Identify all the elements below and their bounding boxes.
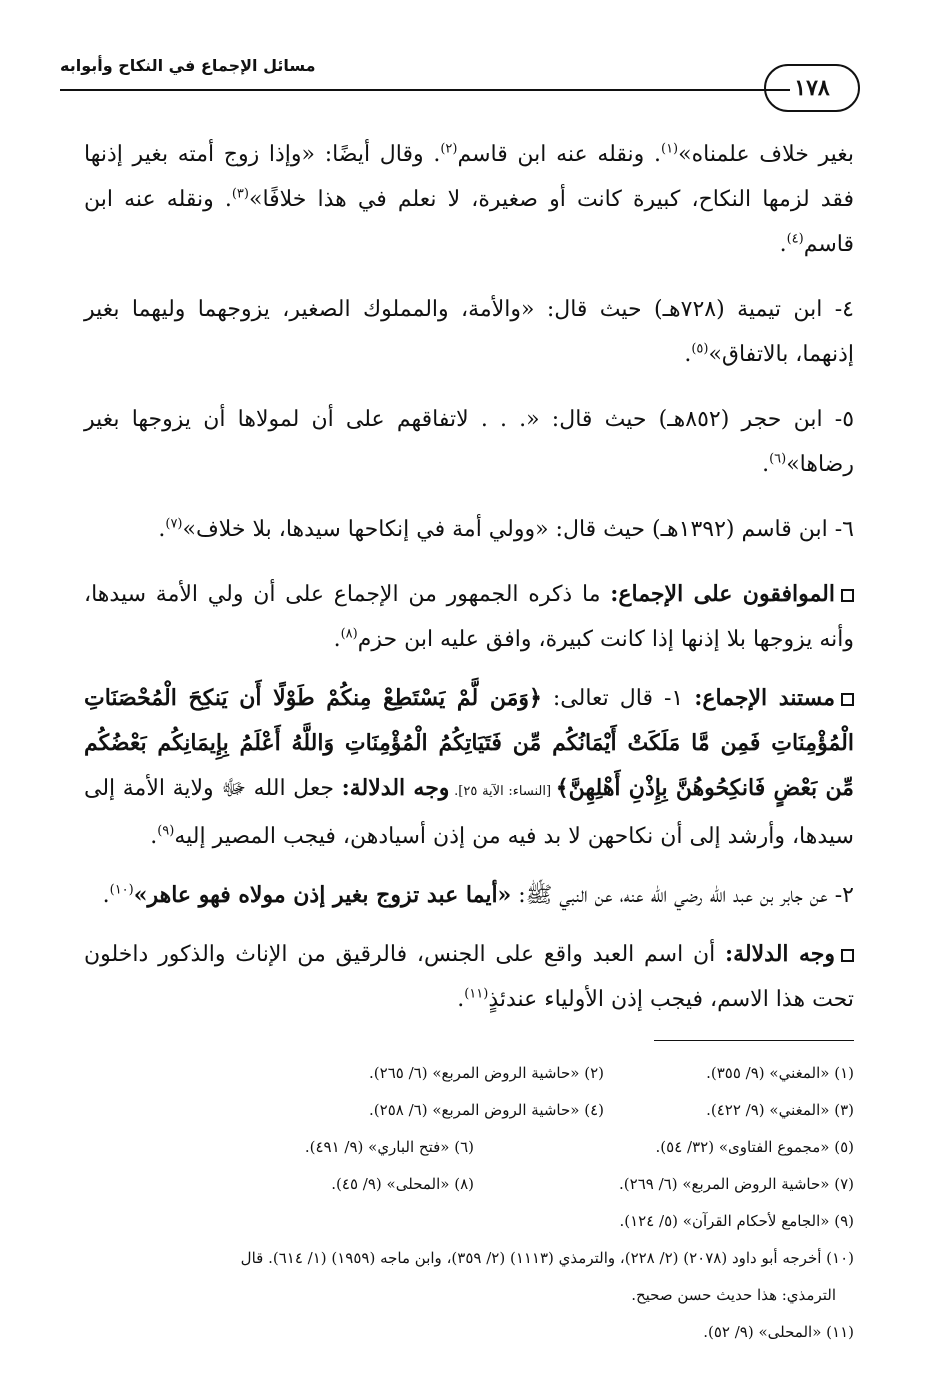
footnote-ref[interactable]: (٥) — [691, 341, 709, 357]
section-label: وجه الدلالة: — [341, 775, 450, 801]
footnote-row — [74, 1166, 854, 1203]
footnote-7: (٧) «حاشية الروض المربع» (٦/ ٢٦٩). — [619, 1175, 854, 1193]
footnote-row — [74, 1055, 854, 1092]
section-label: مستند الإجماع: — [694, 685, 836, 711]
verse-reference: [النساء: الآية ٢٥]. — [449, 784, 556, 799]
footnote-10: (١٠) أخرجه أبو داود (٢٠٧٨) (٢/ ٢٢٨)، والترمذي (١١١٣) (٢/ ٣٥٩)، وابن ماجه (١٩٥٩) (١/ ٦١٤). قال — [240, 1249, 854, 1267]
footnote-ref[interactable]: (١١) — [464, 986, 489, 1002]
footnote-3: (٣) «المغني» (٩/ ٤٢٢). — [706, 1101, 854, 1119]
footnote-ref[interactable]: (٢) — [440, 141, 458, 157]
footnote-2: (٢) «حاشية الروض المربع» (٦/ ٢٦٥). — [369, 1064, 604, 1082]
square-bullet-icon — [841, 589, 854, 602]
footnote-ref[interactable]: (٤) — [786, 231, 804, 247]
footnote-ref[interactable]: (١) — [660, 141, 679, 157]
footnote-1: (١) «المغني» (٩/ ٣٥٥). — [706, 1064, 854, 1082]
footnote-ref[interactable]: (٦) — [769, 451, 787, 467]
paragraph-evidence: مستند الإجماع: ١- قال تعالى: ﴿وَمَن لَّمْ يَسْتَطِعْ مِنكُمْ طَوْلًا أَن يَنكِحَ الْمُحْصَنَاتِ الْمُؤْمِنَاتِ فَمِن مَّا مَلَكَتْ أَيْمَانُكُم مِّن فَتَيَاتِكُمُ الْمُؤْمِنَاتِ وَاللَّهُ أَعْلَمُ بِإِيمَانِكُم بَعْضُكُم مِّن بَعْضٍ فَانكِحُوهُنَّ بِإِذْنِ أَهْلِهِنَّ﴾ [النساء: الآية ٢٥]. وجه الدلالة: جعل الله ﷻ ولاية الأمة إلى سيدها، وأرشد إلى أن نكاحهن لا بد فيه من إذن أسيادهن، فيجب المصير إليه$^{(٩)}$. — [84, 685, 854, 849]
footnote-ref[interactable]: (٣) — [231, 186, 249, 202]
footnote-6: (٦) «فتح الباري» (٩/ ٤٩١). — [304, 1138, 474, 1156]
body-text — [84, 132, 854, 1042]
section-label: الموافقون على الإجماع: — [610, 581, 835, 607]
square-bullet-icon — [841, 693, 854, 706]
footnote-11: (١١) «المحلى» (٩/ ٥٢). — [703, 1323, 854, 1341]
hadith-text: «أيما عبد تزوج بغير إذن مولاه فهو عاهر» — [133, 882, 512, 908]
footnote-ref[interactable]: (٧) — [165, 516, 183, 532]
footnote-4: (٤) «حاشية الروض المربع» (٦/ ٢٥٨). — [369, 1101, 604, 1119]
paragraph-hadith: ٢- عن جابر بن عبد الله رضي الله عنه، عن النبي ﷺ: «أيما عبد تزوج بغير إذن مولاه فهو عاهر»$^{(١٠)}$. — [102, 882, 854, 908]
footnotes — [74, 1055, 854, 1351]
paragraph-indication: وجه الدلالة: أن اسم العبد واقع على الجنس، فالرقيق من الإناث والذكور داخلون تحت هذا الاسم، فيجب إذن الأولياء عندئذٍ$^{(١١)}$. — [84, 941, 854, 1012]
footnote-ref[interactable]: (١٠) — [109, 882, 134, 898]
footnote-ref[interactable]: (٩) — [157, 823, 175, 839]
footnote-5: (٥) «مجموع الفتاوى» (٣٢/ ٥٤). — [655, 1138, 854, 1156]
paragraph-ibn-taymiyyah: ٤- ابن تيمية (٧٢٨هـ) حيث قال: «والأمة، والمملوك الصغير، يزوجهما وليهما بغير إذنهما، بالاتفاق»$^{(٥)}$. — [84, 297, 854, 367]
paragraph-ibn-qasim: ٦- ابن قاسم (١٣٩٢هـ) حيث قال: «وولي أمة في إنكاحها سيدها، بلا خلاف»$^{(٧)}$. — [158, 516, 854, 542]
footnote-ref[interactable]: (٨) — [340, 626, 358, 642]
paragraph-1: بغير خلاف علمناه»$^{(١)}$. ونقله عنه ابن قاسم$^{(٢)}$. وقال أيضًا: «وإذا زوج أمته بغير إذنها فقد لزمها النكاح، كبيرة كانت أو صغيرة، لا نعلم في هذا خلافًا»$^{(٣)}$. ونقله عنه ابن قاسم$^{(٤)}$. — [84, 141, 854, 257]
paragraph-ibn-hajar: ٥- ابن حجر (٨٥٢هـ) حيث قال: «. . . لاتفاقهم على أن لمولاها أن يزوجها بغير رضاها»$^{(٦)}$. — [84, 407, 855, 477]
running-title: مسائل الإجماع في النكاح وأبوابه — [60, 56, 316, 75]
page-number: ١٧٨ — [764, 64, 860, 112]
footnote-row — [74, 1203, 854, 1240]
footnote-9: (٩) «الجامع لأحكام القرآن» (٥/ ١٢٤). — [619, 1212, 854, 1230]
section-label: وجه الدلالة: — [725, 941, 835, 967]
footnote-row — [74, 1129, 854, 1166]
page-header — [60, 44, 860, 104]
header-rule — [60, 89, 790, 91]
footnote-10-continued: الترمذي: هذا حديث حسن صحيح. — [631, 1286, 836, 1304]
paragraph-agreeing: الموافقون على الإجماع: ما ذكره الجمهور من الإجماع على أن ولي الأمة سيدها، وأنه يزوجها بلا إذنها إذا كانت كبيرة، وافق عليه ابن حزم$^{(٨)}$. — [84, 581, 854, 652]
quran-verse: ﴿وَمَن لَّمْ يَسْتَطِعْ مِنكُمْ طَوْلًا أَن يَنكِحَ الْمُحْصَنَاتِ الْمُؤْمِنَاتِ فَمِن مَّا مَلَكَتْ أَيْمَانُكُم مِّن فَتَيَاتِكُمُ الْمُؤْمِنَاتِ وَاللَّهُ أَعْلَمُ بِإِيمَانِكُم بَعْضُكُم مِّن بَعْضٍ فَانكِحُوهُنَّ بِإِذْنِ أَهْلِهِنَّ﴾ — [84, 685, 854, 801]
square-bullet-icon — [841, 949, 854, 962]
footnote-8: (٨) «المحلى» (٩/ ٤٥). — [331, 1175, 474, 1193]
footnote-separator — [654, 1040, 854, 1041]
footnote-row — [74, 1092, 854, 1129]
